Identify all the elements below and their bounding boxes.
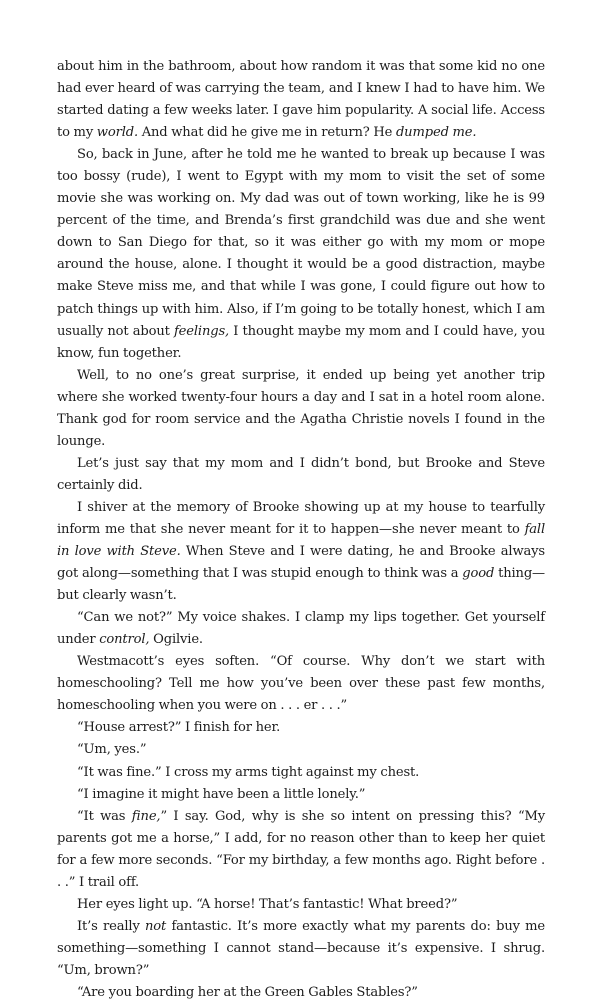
text-run: I thought maybe my mom and I could have, you know, fun together. (57, 323, 545, 361)
paragraph (57, 717, 545, 739)
text-run: Ogilvie. (149, 632, 203, 648)
text-run: about him in the bathroom, about how random it was that some kid no one had ever heard of was carrying the team, and I knew I had to have him. We started dating a few weeks later. I gave him popularity. A social life. Access to my (57, 59, 545, 141)
text-run: I shiver at the memory of Brooke showing up at my house to tearfully inform me that she never meant for it to happen—she never meant to (57, 499, 545, 537)
paragraph (57, 762, 545, 784)
paragraph (57, 784, 545, 806)
italic-run: dumped me. (395, 125, 477, 141)
paragraph (57, 982, 545, 1004)
italic-run: world. (96, 125, 138, 141)
italic-run: control, (99, 632, 150, 648)
text-run: “Um, yes.” (77, 742, 147, 758)
paragraph (57, 739, 545, 761)
text-run: It’s really (77, 918, 146, 934)
paragraph (57, 651, 545, 717)
text-run: And what did he give me in return? He (137, 125, 396, 141)
italic-run: not (145, 918, 167, 934)
paragraph (57, 607, 545, 651)
text-run: Her eyes light up. “A horse! That’s fantastic! What breed?” (77, 896, 458, 912)
text-run: Well, to no one’s great surprise, it ended up being yet another trip where she worked twenty-four hours a day and I sat in a hotel room alone. Thank god for room service and the Agatha Christie novels I found in the lounge. (57, 367, 545, 449)
text-run: So, back in June, after he told me he wanted to break up because I was too bossy (rude), I went to Egypt with my mom to visit the set of some movie she was working on. My dad was out of town working, like he is 99 percent of the time, and Brenda’s first grandchild was due and she went down to San Diego for that, so it was either go with my mom or mope around the house, alone. I thought it would be a good distraction, maybe make Steve miss me, and that while I was gone, I could figure out how to patch things up with him. Also, if I’m going to be totally honest, which I am usually not about (57, 147, 545, 339)
text-run: ” I say. God, why is she so intent on pressing this? “My parents got me a horse,” I add, for no reason other than to keep her quiet for a few more seconds. “For my birthday, a few months ago. Right before . . .” I trail off. (57, 808, 545, 890)
italic-run: feelings, (173, 323, 230, 339)
paragraph (57, 365, 545, 453)
text-run: “It was fine.” I cross my arms tight against my chest. (77, 764, 420, 780)
paragraph (57, 144, 545, 364)
italic-run: fine, (131, 808, 161, 824)
paragraph (57, 806, 545, 894)
text-run: “It was (77, 808, 132, 824)
text-run: When Steve and I were dating, he and Brooke always got along—something that I was stupid enough to think was a (57, 544, 545, 582)
text-run: thing—but clearly wasn’t. (57, 566, 545, 604)
book-page (57, 56, 545, 1004)
italic-run: fall in love with Steve. (57, 521, 545, 560)
text-run: Westmacott’s eyes soften. “Of course. Why don’t we start with homeschooling? Tell me how you’ve been over these past few months, homeschooling when you were on . . . er . . .” (57, 654, 545, 714)
text-run: “Can we not?” My voice shakes. I clamp my lips together. Get yourself under (57, 610, 545, 648)
text-run: “Are you boarding her at the Green Gables Stables?” (77, 984, 418, 1000)
text-run: “House arrest?” I finish for her. (77, 720, 281, 736)
paragraph (57, 453, 545, 497)
paragraph (57, 894, 545, 916)
italic-run: good (462, 566, 495, 582)
paragraph (57, 916, 545, 982)
text-run: “I imagine it might have been a little lonely.” (77, 786, 366, 802)
paragraph (57, 56, 545, 144)
text-run: Let’s just say that my mom and I didn’t bond, but Brooke and Steve certainly did. (57, 455, 545, 493)
paragraph (57, 497, 545, 607)
text-run: fantastic. It’s more exactly what my parents do: buy me something—something I cannot stand—because it’s expensive. I shrug. “Um, brown?” (57, 918, 546, 978)
